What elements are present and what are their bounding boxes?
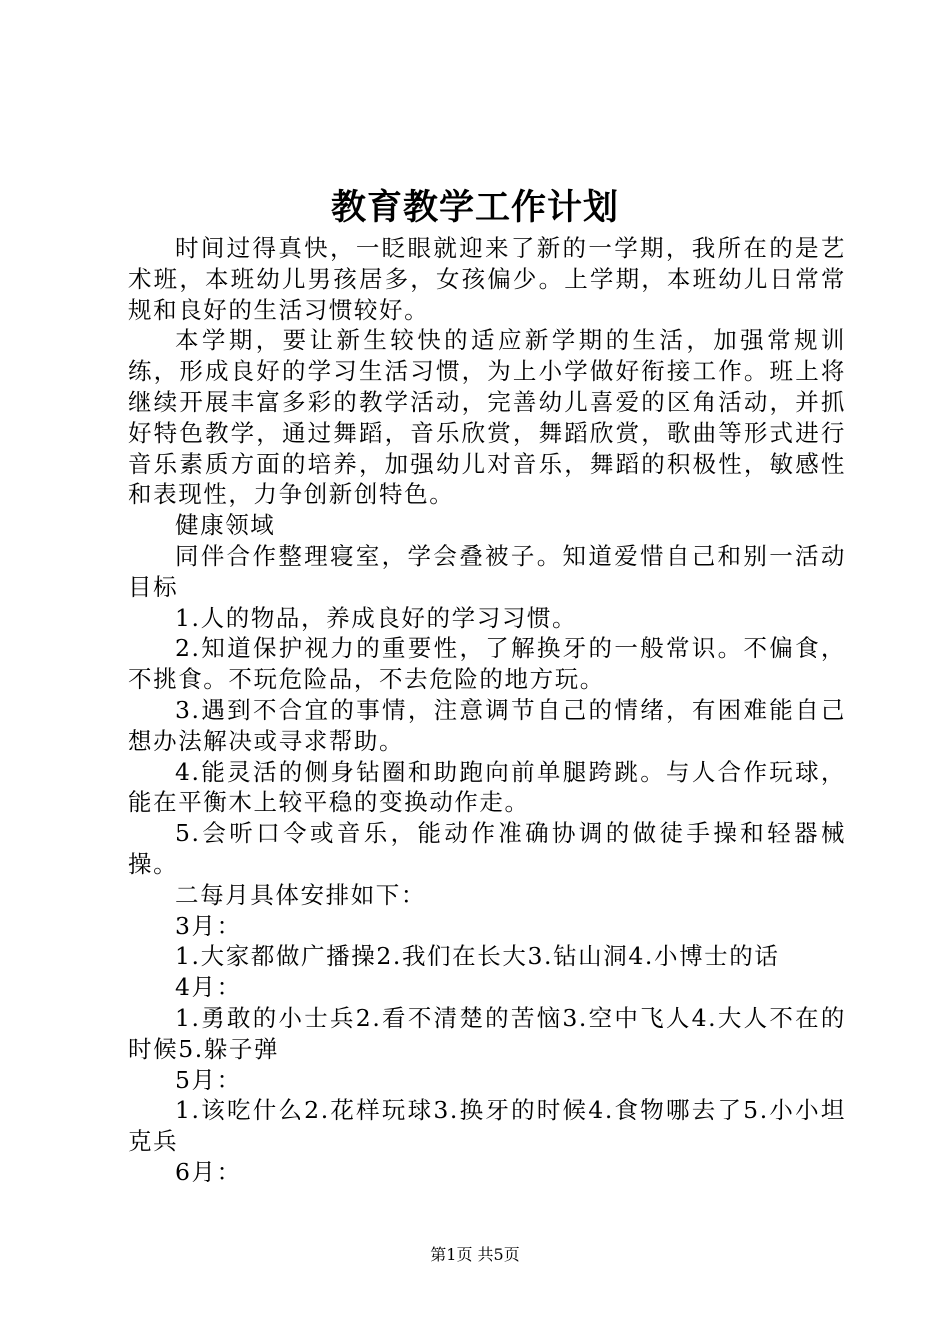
month-label-june: 6月： [175, 1157, 242, 1186]
goal-item-3: 3.遇到不合宜的事情，注意调节自己的情绪，有困难能自己想办法解决或寻求帮助。 [128, 695, 846, 755]
goal-item-2: 2.知道保护视力的重要性，了解换牙的一般常识。不偏食，不挑食。不玩危险品，不去危险的地方玩。 [128, 634, 846, 694]
section-heading-monthly: 二每月具体安排如下： [175, 880, 426, 909]
goal-item-5: 5.会听口令或音乐，能动作准确协调的做徒手操和轻器械操。 [128, 819, 846, 878]
month-label-april: 4月： [175, 973, 242, 1002]
month-items-march: 1.大家都做广播操2.我们在长大3.钻山洞4.小博士的话 [175, 942, 780, 971]
page-number: 第1页 共5页 [430, 1245, 520, 1264]
section-heading-health: 健康领域 [175, 511, 276, 540]
goal-item-1: 1.人的物品，养成良好的学习习惯。 [175, 603, 578, 632]
month-label-march: 3月： [175, 911, 242, 940]
month-items-april: 1.勇敢的小士兵2.看不清楚的苦恼3.空中飞人4.大人不在的时候5.躲子弹 [128, 1003, 846, 1063]
paragraph-intro: 时间过得真快，一眨眼就迎来了新的一学期，我所在的是艺术班，本班幼儿男孩居多，女孩偏少。上学期，本班幼儿日常常规和良好的生活习惯较好。 [128, 234, 846, 324]
document-title: 教育教学工作计划 [330, 187, 619, 228]
document-body [128, 233, 846, 1188]
page-footer [0, 1244, 950, 1266]
paragraph-activity-goals: 同伴合作整理寝室，学会叠被子。知道爱惜自己和别一活动目标 [128, 541, 846, 601]
paragraph-semester-plan: 本学期，要让新生较快的适应新学期的生活，加强常规训练，形成良好的学习生活习惯，为上小学做好衔接工作。班上将继续开展丰富多彩的教学活动，完善幼儿喜爱的区角活动，并抓好特色教学，通过舞蹈，音乐欣赏，舞蹈欣赏，歌曲等形式进行音乐素质方面的培养，加强幼儿对音乐，舞蹈的积极性，敏感性和表现性，力争创新创特色。 [128, 326, 846, 509]
month-items-may: 1.该吃什么2.花样玩球3.换牙的时候4.食物哪去了5.小小坦克兵 [128, 1096, 846, 1156]
month-label-may: 5月： [175, 1065, 242, 1094]
goal-item-4: 4.能灵活的侧身钻圈和助跑向前单腿跨跳。与人合作玩球，能在平衡木上较平稳的变换动作走。 [128, 757, 846, 817]
